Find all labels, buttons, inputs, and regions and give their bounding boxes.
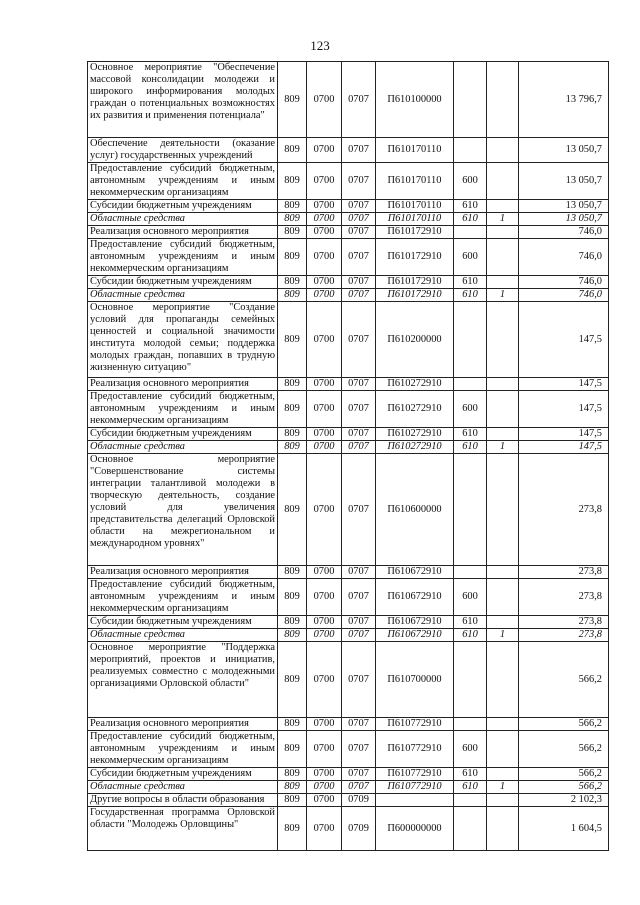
row-amount: 147,5 [519,391,609,428]
row-csr [376,794,454,807]
row-name: Субсидии бюджетным учреждениям [88,768,278,781]
row-amount: 2 102,3 [519,794,609,807]
row-rz: 0700 [307,378,342,391]
row-csr: П610170110 [376,138,454,163]
row-name: Основное мероприятие "Обеспечение массовой консолидации молодежи и широкого информирования молодых граждан о потенциальных возможностях их развития и применения потенциала" [88,62,278,138]
row-vr [454,454,487,566]
row-pr: 0707 [342,616,376,629]
row-csr: П610170110 [376,200,454,213]
row-vr [454,62,487,138]
row-rz: 0700 [307,213,342,226]
row-name: Обеспечение деятельности (оказание услуг) государственных учреждений [88,138,278,163]
page-number: 123 [310,38,330,53]
row-amount: 147,5 [519,302,609,378]
row-gr: 809 [278,213,307,226]
row-amount: 273,8 [519,566,609,579]
row-amount: 273,8 [519,629,609,642]
table-row [88,200,609,213]
row-name: Областные средства [88,441,278,454]
row-src [487,731,519,768]
row-name: Областные средства [88,213,278,226]
row-vr: 610 [454,781,487,794]
table-row [88,642,609,718]
row-pr: 0707 [342,454,376,566]
row-amount: 13 050,7 [519,163,609,200]
row-csr: П610272910 [376,391,454,428]
row-pr: 0707 [342,302,376,378]
row-amount: 13 050,7 [519,200,609,213]
table-row [88,454,609,566]
row-rz: 0700 [307,629,342,642]
row-pr: 0707 [342,768,376,781]
row-pr: 0707 [342,138,376,163]
row-vr: 610 [454,768,487,781]
row-gr: 809 [278,454,307,566]
row-pr: 0707 [342,239,376,276]
row-csr: П610200000 [376,302,454,378]
row-gr: 809 [278,616,307,629]
row-rz: 0700 [307,642,342,718]
row-amount: 746,0 [519,226,609,239]
table-row [88,239,609,276]
row-gr: 809 [278,731,307,768]
row-rz: 0700 [307,428,342,441]
row-vr: 610 [454,200,487,213]
row-amount: 13 796,7 [519,62,609,138]
row-pr: 0707 [342,200,376,213]
row-gr: 809 [278,579,307,616]
table-body [88,62,609,851]
row-csr: П610100000 [376,62,454,138]
row-gr: 809 [278,378,307,391]
row-gr: 809 [278,302,307,378]
row-name: Субсидии бюджетным учреждениям [88,428,278,441]
row-vr: 610 [454,441,487,454]
row-pr: 0707 [342,276,376,289]
table-row [88,213,609,226]
row-pr: 0707 [342,731,376,768]
row-vr: 610 [454,629,487,642]
row-rz: 0700 [307,807,342,851]
row-gr: 809 [278,289,307,302]
row-csr: П600000000 [376,807,454,851]
table-row [88,731,609,768]
row-amount: 746,0 [519,289,609,302]
row-amount: 147,5 [519,378,609,391]
row-csr: П610772910 [376,781,454,794]
row-vr: 610 [454,213,487,226]
row-vr: 610 [454,289,487,302]
row-gr: 809 [278,794,307,807]
row-rz: 0700 [307,441,342,454]
row-gr: 809 [278,807,307,851]
row-amount: 147,5 [519,441,609,454]
row-pr: 0707 [342,428,376,441]
row-csr: П610600000 [376,454,454,566]
row-vr [454,807,487,851]
row-name: Предоставление субсидий бюджетным, автономным учреждениям и иным некоммерческим организациям [88,731,278,768]
row-pr: 0707 [342,163,376,200]
row-src [487,454,519,566]
row-amount: 273,8 [519,454,609,566]
row-vr: 600 [454,239,487,276]
row-gr: 809 [278,226,307,239]
row-gr: 809 [278,276,307,289]
row-src [487,239,519,276]
row-gr: 809 [278,138,307,163]
row-name: Областные средства [88,629,278,642]
row-src [487,794,519,807]
table-row [88,428,609,441]
table-row [88,807,609,851]
row-csr: П610272910 [376,441,454,454]
row-amount: 273,8 [519,616,609,629]
row-name: Областные средства [88,781,278,794]
row-vr: 600 [454,391,487,428]
row-rz: 0700 [307,163,342,200]
row-vr: 610 [454,276,487,289]
row-gr: 809 [278,391,307,428]
table-row [88,629,609,642]
row-pr: 0707 [342,289,376,302]
row-pr: 0707 [342,213,376,226]
row-gr: 809 [278,781,307,794]
row-csr: П610672910 [376,579,454,616]
row-rz: 0700 [307,289,342,302]
table-row [88,62,609,138]
row-csr: П610772910 [376,768,454,781]
row-pr: 0707 [342,781,376,794]
table-row [88,226,609,239]
row-rz: 0700 [307,239,342,276]
row-csr: П610772910 [376,718,454,731]
row-name: Государственная программа Орловской области "Молодежь Орловщины" [88,807,278,851]
row-name: Основное мероприятие "Создание условий для пропаганды семейных ценностей и социальной значимости института молодой семьи; поддержка молодых граждан, попавших в трудную жизненную ситуацию" [88,302,278,378]
row-rz: 0700 [307,781,342,794]
row-src [487,163,519,200]
row-src [487,276,519,289]
row-gr: 809 [278,428,307,441]
row-name: Основное мероприятие "Совершенствование системы интеграции талантливой молодежи в творческую деятельность, создание условий для увеличения представительства делегаций Орловской области на межрегиональном и международном уровнях" [88,454,278,566]
row-pr: 0707 [342,62,376,138]
row-name: Другие вопросы в области образования [88,794,278,807]
row-csr: П610672910 [376,616,454,629]
row-csr: П610672910 [376,629,454,642]
row-vr: 610 [454,616,487,629]
row-vr [454,642,487,718]
row-src [487,138,519,163]
row-gr: 809 [278,441,307,454]
row-rz: 0700 [307,62,342,138]
table-row [88,138,609,163]
row-csr: П610672910 [376,566,454,579]
row-name: Реализация основного мероприятия [88,226,278,239]
row-vr [454,378,487,391]
row-pr: 0707 [342,642,376,718]
budget-table [87,61,609,851]
row-vr: 600 [454,731,487,768]
row-csr: П610772910 [376,731,454,768]
row-name: Субсидии бюджетным учреждениям [88,616,278,629]
table-row [88,391,609,428]
row-gr: 809 [278,200,307,213]
row-name: Предоставление субсидий бюджетным, автономным учреждениям и иным некоммерческим организациям [88,239,278,276]
table-row [88,794,609,807]
row-vr [454,226,487,239]
row-pr: 0709 [342,794,376,807]
row-amount: 147,5 [519,428,609,441]
row-csr: П610272910 [376,428,454,441]
row-amount: 273,8 [519,579,609,616]
row-gr: 809 [278,163,307,200]
row-vr: 610 [454,428,487,441]
row-gr: 809 [278,629,307,642]
row-amount: 566,2 [519,642,609,718]
row-rz: 0700 [307,768,342,781]
row-name: Основное мероприятие "Поддержка мероприятий, проектов и инициатив, реализуемых совместно с молодежными организациями Орловской области" [88,642,278,718]
row-rz: 0700 [307,454,342,566]
table-row [88,289,609,302]
table-row [88,276,609,289]
table-row [88,566,609,579]
table-row [88,378,609,391]
table-row [88,163,609,200]
row-vr: 600 [454,579,487,616]
row-vr [454,718,487,731]
row-src [487,391,519,428]
row-csr: П610172910 [376,276,454,289]
row-rz: 0700 [307,794,342,807]
row-rz: 0700 [307,718,342,731]
row-rz: 0700 [307,138,342,163]
row-csr: П610700000 [376,642,454,718]
row-src: 1 [487,441,519,454]
row-gr: 809 [278,239,307,276]
row-amount: 1 604,5 [519,807,609,851]
table-row [88,718,609,731]
table-row [88,441,609,454]
row-amount: 13 050,7 [519,213,609,226]
row-csr: П610172910 [376,226,454,239]
row-rz: 0700 [307,276,342,289]
row-amount: 566,2 [519,731,609,768]
row-rz: 0700 [307,302,342,378]
row-gr: 809 [278,62,307,138]
row-vr [454,794,487,807]
row-amount: 566,2 [519,781,609,794]
row-csr: П610172910 [376,239,454,276]
row-rz: 0700 [307,731,342,768]
row-src [487,378,519,391]
row-amount: 746,0 [519,276,609,289]
table-row [88,768,609,781]
row-src [487,302,519,378]
row-src [487,566,519,579]
row-name: Реализация основного мероприятия [88,378,278,391]
row-name: Предоставление субсидий бюджетным, автономным учреждениям и иным некоммерческим организациям [88,163,278,200]
row-src [487,579,519,616]
row-name: Реализация основного мероприятия [88,718,278,731]
row-pr: 0709 [342,807,376,851]
row-pr: 0707 [342,226,376,239]
row-rz: 0700 [307,566,342,579]
row-csr: П610172910 [376,289,454,302]
row-pr: 0707 [342,566,376,579]
row-gr: 809 [278,768,307,781]
row-vr [454,302,487,378]
row-pr: 0707 [342,629,376,642]
table-row [88,579,609,616]
row-src [487,226,519,239]
table-row [88,781,609,794]
row-amount: 566,2 [519,718,609,731]
row-rz: 0700 [307,391,342,428]
row-vr [454,566,487,579]
row-vr: 600 [454,163,487,200]
row-name: Субсидии бюджетным учреждениям [88,200,278,213]
row-pr: 0707 [342,579,376,616]
row-amount: 13 050,7 [519,138,609,163]
row-pr: 0707 [342,718,376,731]
row-src [487,807,519,851]
row-src: 1 [487,289,519,302]
row-pr: 0707 [342,391,376,428]
row-pr: 0707 [342,378,376,391]
row-rz: 0700 [307,579,342,616]
table-row [88,302,609,378]
row-amount: 566,2 [519,768,609,781]
row-csr: П610170110 [376,213,454,226]
row-gr: 809 [278,642,307,718]
row-src [487,642,519,718]
row-amount: 746,0 [519,239,609,276]
row-csr: П610170110 [376,163,454,200]
row-rz: 0700 [307,226,342,239]
row-src: 1 [487,781,519,794]
row-name: Предоставление субсидий бюджетным, автономным учреждениям и иным некоммерческим организациям [88,391,278,428]
row-src [487,718,519,731]
row-name: Субсидии бюджетным учреждениям [88,276,278,289]
row-vr [454,138,487,163]
table-row [88,616,609,629]
row-name: Реализация основного мероприятия [88,566,278,579]
row-name: Областные средства [88,289,278,302]
row-src: 1 [487,213,519,226]
row-src [487,62,519,138]
row-gr: 809 [278,718,307,731]
row-src: 1 [487,629,519,642]
row-rz: 0700 [307,616,342,629]
row-gr: 809 [278,566,307,579]
row-src [487,768,519,781]
row-name: Предоставление субсидий бюджетным, автономным учреждениям и иным некоммерческим организациям [88,579,278,616]
row-src [487,616,519,629]
row-src [487,200,519,213]
row-rz: 0700 [307,200,342,213]
row-pr: 0707 [342,441,376,454]
row-src [487,428,519,441]
row-csr: П610272910 [376,378,454,391]
